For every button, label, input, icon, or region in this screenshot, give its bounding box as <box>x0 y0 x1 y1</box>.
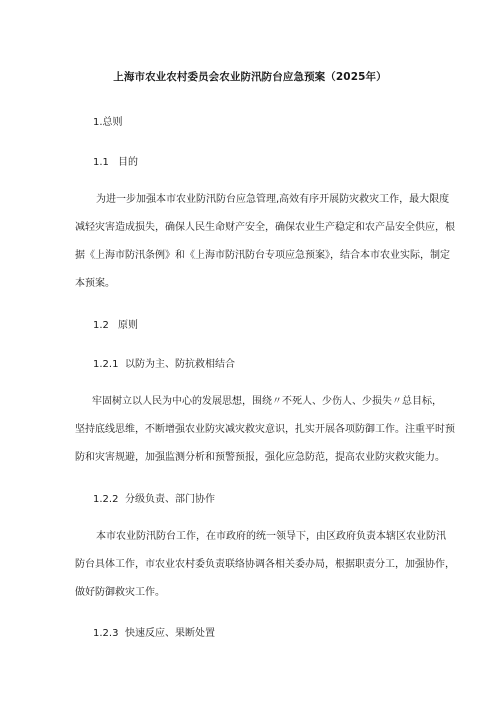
heading-number: 1.2 <box>93 320 109 331</box>
paragraph-line: 做好防御救灾工作。 <box>75 587 165 598</box>
heading-text: 分级负责、部门协作 <box>125 494 215 505</box>
heading-number: 1.2.1 <box>93 359 119 370</box>
paragraph-line: 坚持底线思维，不断增强农业防灾减灾救灾意识，扎实开展各项防御工作。注重平时预 <box>75 424 455 435</box>
paragraph-line: 防和灾害规避，加强监测分析和预警预报，强化应急防范，提高农业防灾救灾能力。 <box>75 452 445 463</box>
heading-1-2 <box>93 316 138 331</box>
paragraph-line: 减轻灾害造成损失，确保人民生命财产安全，确保农业生产稳定和农产品安全供应，根 <box>75 222 455 233</box>
heading-text: 原则 <box>118 320 138 331</box>
heading-number: 1.1 <box>93 157 109 168</box>
paragraph-line: 本预案。 <box>75 278 115 289</box>
heading-1-2-2 <box>93 490 215 505</box>
paragraph-line: 本市农业防汛防台工作，在市政府的统一领导下，由区政府负责本辖区农业防汛 <box>96 531 446 542</box>
heading-text: 目的 <box>118 157 138 168</box>
heading-text: 快速反应、果断处置 <box>125 628 215 639</box>
paragraph-line: 牢固树立以人民为中心的发展思想，围绕〃不死人、少伤人、少损失〃总目标， <box>92 396 442 407</box>
paragraph-line: 为进一步加强本市农业防汛防台应急管理,高效有序开展防灾救灾工作，最大限度 <box>96 194 450 205</box>
heading-number: 1.2.2 <box>93 494 119 505</box>
paragraph-line: 防台具体工作，市农业农村委负责联络协调各相关委办局，根据职责分工，加强协作， <box>75 559 455 570</box>
paragraph-line: 据《上海市防汛条例》和《上海市防汛防台专项应急预案》，结合本市农业实际，制定 <box>75 250 450 261</box>
heading-1-1 <box>93 153 138 168</box>
heading-general: 1.总则 <box>93 117 123 128</box>
heading-1-2-3 <box>93 624 215 639</box>
heading-1-2-1 <box>93 355 235 370</box>
document-title: 上海市农业农村委员会农业防汛防台应急预案（2025年） <box>113 71 387 83</box>
heading-number: 1.2.3 <box>93 628 119 639</box>
heading-text: 以防为主、防抗救相结合 <box>125 359 235 370</box>
